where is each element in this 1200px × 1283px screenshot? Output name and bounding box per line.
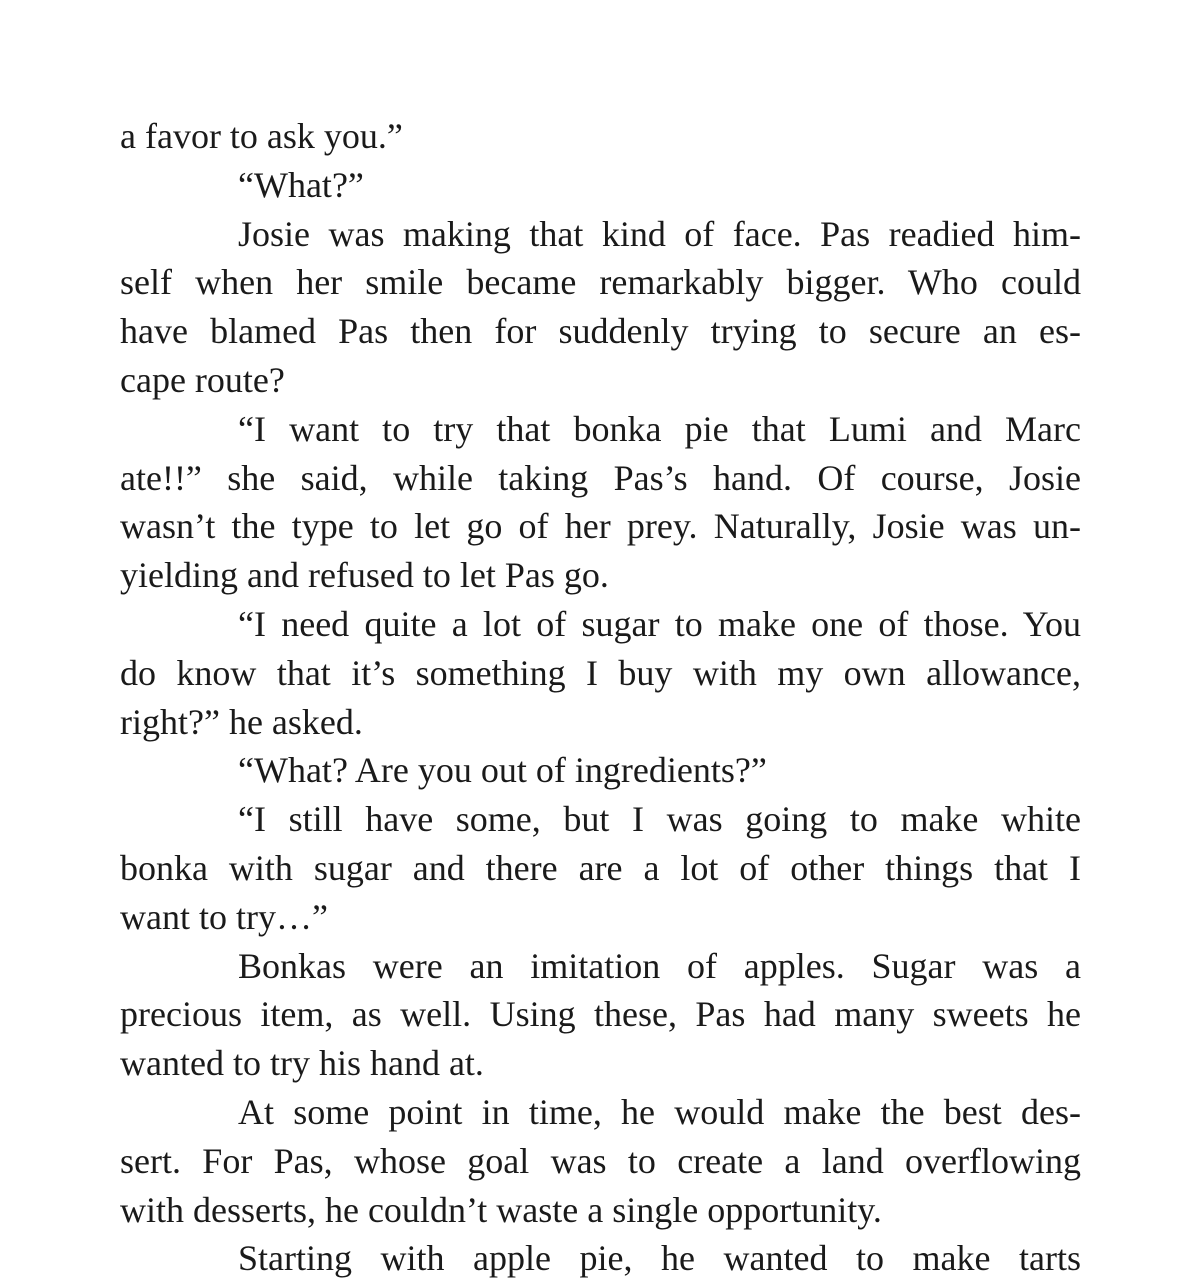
text-line-1: a favor to ask you.” — [120, 116, 403, 156]
text-line-5: have blamed Pas then for suddenly trying to secure an es- — [120, 311, 1081, 352]
text-line-7: “I want to try that bonka pie that Lumi and Marc — [238, 408, 1081, 449]
text-line-6: cape route? — [120, 359, 285, 400]
text-line-15: “I still have some, but I was going to make white — [238, 799, 1081, 840]
text-line-19: precious item, as well. Using these, Pas had many sweets he — [120, 994, 1081, 1035]
text-line-16: bonka with sugar and there are a lot of other things that I — [120, 847, 1081, 888]
text-line-4: self when her smile became remarkably bigger. Who could — [120, 262, 1081, 303]
text-line-21: At some point in time, he would make the best des- — [238, 1091, 1081, 1132]
text-line-22: sert. For Pas, whose goal was to create a land overflowing — [120, 1140, 1081, 1181]
text-line-24: Starting with apple pie, he wanted to make tarts — [238, 1238, 1081, 1279]
text-line-23: with desserts, he couldn’t waste a single opportunity. — [120, 1189, 882, 1230]
text-line-2: “What?” — [238, 164, 364, 205]
text-line-3: Josie was making that kind of face. Pas readied him- — [238, 213, 1081, 254]
text-line-9: wasn’t the type to let go of her prey. Naturally, Josie was un- — [120, 506, 1081, 547]
text-line-18: Bonkas were an imitation of apples. Sugar was a — [238, 945, 1081, 986]
text-line-12: do know that it’s something I buy with my own allowance, — [120, 652, 1081, 693]
text-line-11: “I need quite a lot of sugar to make one of those. You — [238, 603, 1081, 644]
text-line-10: yielding and refused to let Pas go. — [120, 555, 609, 596]
text-line-17: want to try…” — [120, 896, 328, 937]
text-line-14: “What? Are you out of ingredients?” — [238, 750, 767, 791]
book-page — [120, 112, 1081, 1279]
text-line-20: wanted to try his hand at. — [120, 1043, 484, 1084]
text-line-8: ate!!” she said, while taking Pas’s hand. Of course, Josie — [120, 457, 1081, 498]
text-line-13: right?” he asked. — [120, 701, 363, 742]
